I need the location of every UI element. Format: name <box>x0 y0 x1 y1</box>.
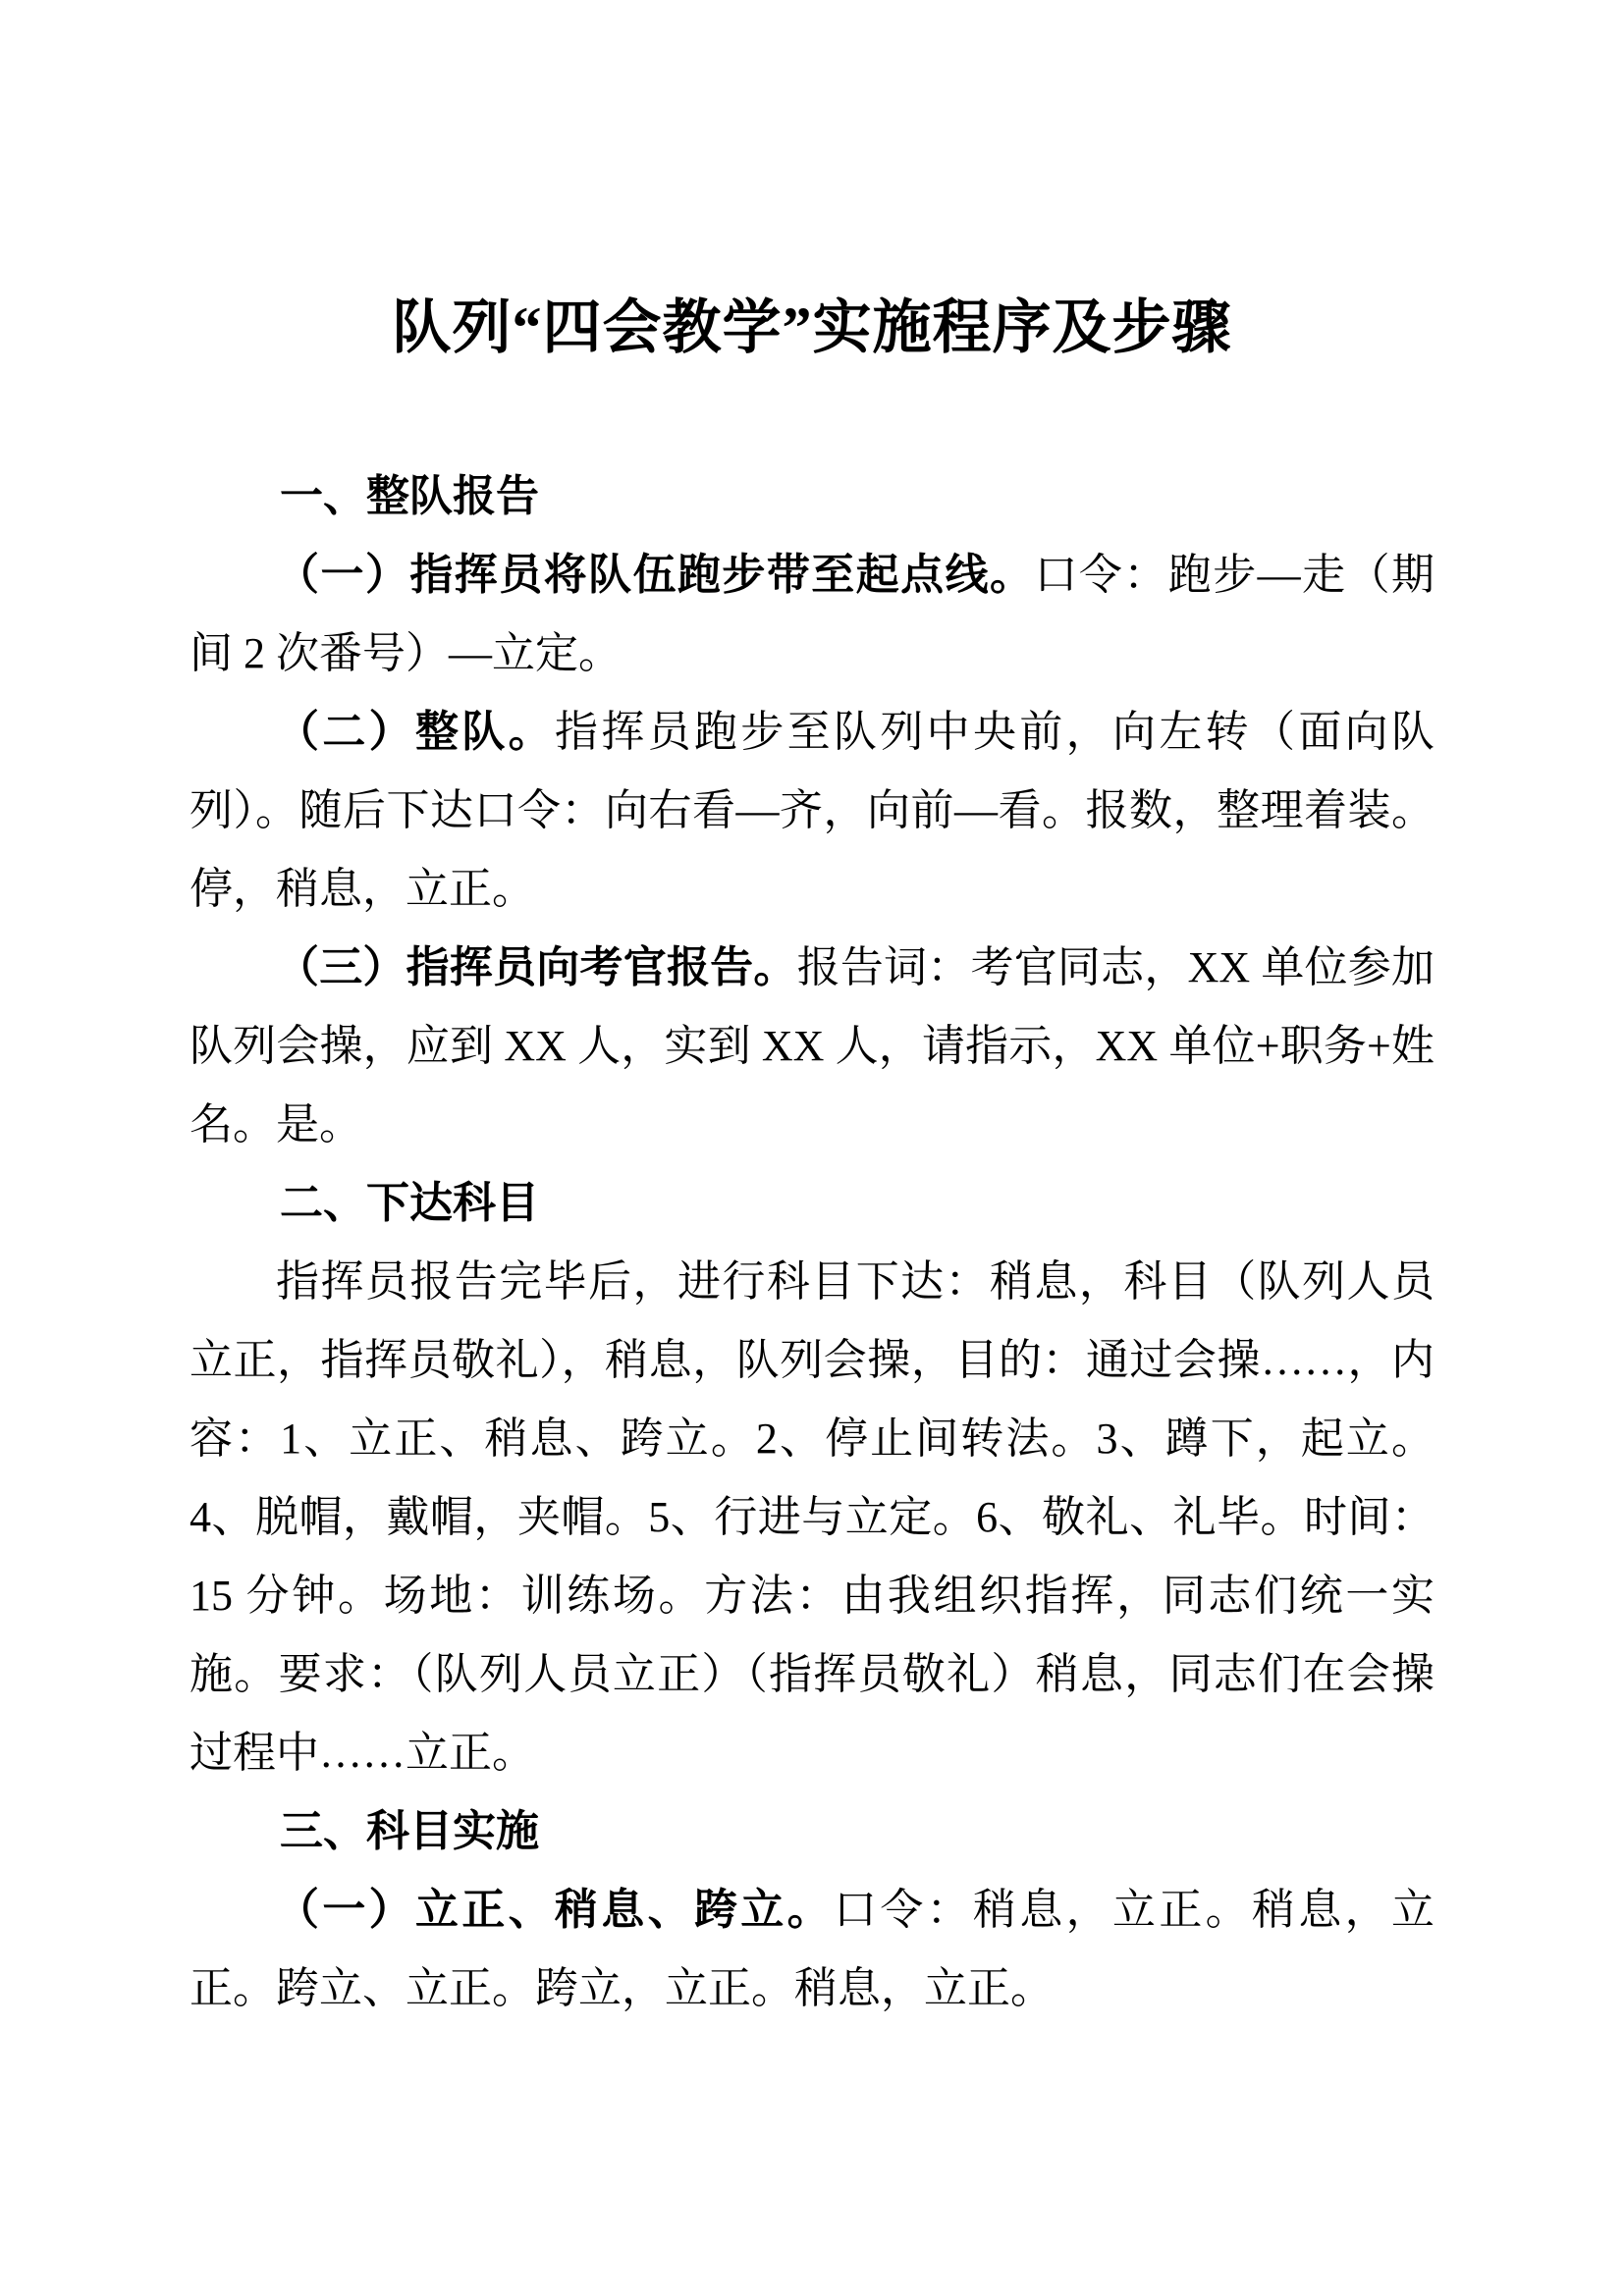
document-body <box>189 457 1435 2028</box>
paragraph-text: 报告词：考官同志，XX 单位参加队列会操，应到 XX 人，实到 XX 人，请指示，XX 单位+职务+姓名。是。 <box>189 943 1435 1148</box>
paragraph-lead: （一）指挥员将队伍跑步带至起点线。 <box>276 551 1035 599</box>
paragraph-lead: （三）指挥员向考官报告。 <box>276 943 797 991</box>
paragraph <box>189 1871 1435 2028</box>
paragraph-lead: （二）整队。 <box>276 708 555 756</box>
document-title: 队列“四会教学”实施程序及步骤 <box>392 295 1232 360</box>
paragraph-text: 口令：稍息，立正。稍息，立正。跨立、立正。跨立，立正。稍息，立正。 <box>189 1886 1435 2012</box>
paragraph <box>189 536 1435 693</box>
paragraph-lead: （一）立正、稍息、跨立。 <box>276 1886 834 1934</box>
paragraph-text: 口令：跑步—走（期间 2 次番号）—立定。 <box>189 551 1435 677</box>
paragraph-text: 指挥员跑步至队列中央前，向左转（面向队列）。随后下达口令：向右看—齐，向前—看。报数，整理着装。停，稍息，立正。 <box>189 708 1435 913</box>
paragraph-text: 指挥员报告完毕后，进行科目下达：稍息，科目（队列人员立正，指挥员敬礼），稍息，队列会操，目的：通过会操……，内容：1、立正、稍息、跨立。2、停止间转法。3、蹲下，起立。4、脱帽，戴帽，夹帽。5、行进与立定。6、敬礼、礼毕。时间：15 分钟。场地：训练场。方法：由我组织指挥，同志们统一实施。要求：（队列人员立正）（指挥员敬礼）稍息，同志们在会操过程中……立正。 <box>189 1257 1435 1777</box>
paragraph <box>189 929 1435 1164</box>
section-heading: 二、下达科目 <box>280 1179 539 1227</box>
section-heading: 一、整队报告 <box>280 472 539 520</box>
paragraph <box>189 1243 1435 1792</box>
section-heading: 三、科目实施 <box>280 1807 539 1855</box>
paragraph <box>189 693 1435 929</box>
